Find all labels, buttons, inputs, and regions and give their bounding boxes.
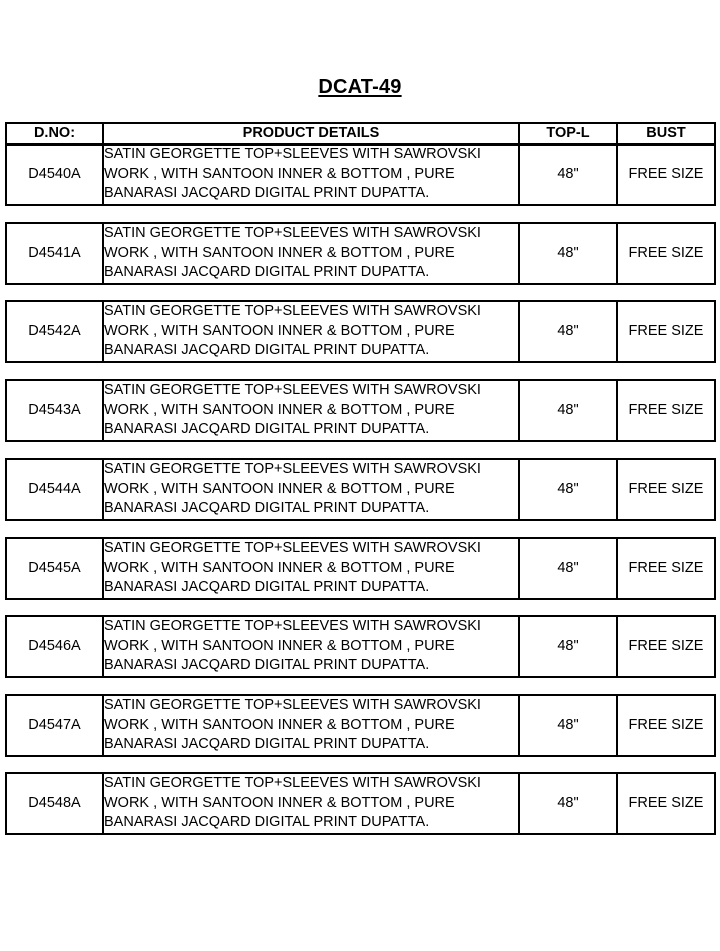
product-table: [5, 222, 716, 285]
details-line: BANARASI JACQARD DIGITAL PRINT DUPATTA.: [104, 342, 430, 358]
details-line: BANARASI JACQARD DIGITAL PRINT DUPATTA.: [104, 500, 430, 516]
details-line: WORK , WITH SANTOON INNER & BOTTOM , PURE: [104, 794, 455, 811]
table-row: [6, 144, 715, 205]
details-line: BANARASI JACQARD DIGITAL PRINT DUPATTA.: [104, 657, 430, 673]
product-details: [103, 538, 519, 599]
product-details: [103, 695, 519, 756]
table-row: [6, 223, 715, 284]
bust-size: FREE SIZE: [617, 144, 715, 205]
product-details: [103, 616, 519, 677]
details-line: SATIN GEORGETTE TOP+SLEEVES WITH SAWROVSKI: [104, 146, 481, 162]
table-row: [6, 773, 715, 834]
page-title-text: DCAT-49: [318, 76, 402, 98]
product-table: [5, 458, 716, 521]
top-length: 48": [519, 459, 617, 520]
header-dno: D.NO:: [6, 123, 103, 145]
top-length: 48": [519, 773, 617, 834]
top-length: 48": [519, 301, 617, 362]
table-row: [6, 459, 715, 520]
product-details: [103, 144, 519, 205]
product-details: [103, 301, 519, 362]
table-row: [6, 301, 715, 362]
table-row: [6, 538, 715, 599]
details-line: BANARASI JACQARD DIGITAL PRINT DUPATTA.: [104, 421, 430, 437]
header-bust: BUST: [617, 123, 715, 145]
page-title: [0, 76, 720, 99]
details-line: SATIN GEORGETTE TOP+SLEEVES WITH SAWROVSKI: [104, 697, 481, 713]
product-details: [103, 459, 519, 520]
product-details: [103, 380, 519, 441]
header-details: PRODUCT DETAILS: [103, 123, 519, 145]
top-length: 48": [519, 616, 617, 677]
details-line: SATIN GEORGETTE TOP+SLEEVES WITH SAWROVSKI: [104, 775, 481, 791]
details-line: SATIN GEORGETTE TOP+SLEEVES WITH SAWROVSKI: [104, 382, 481, 398]
details-line: SATIN GEORGETTE TOP+SLEEVES WITH SAWROVSKI: [104, 461, 481, 477]
table-row: [6, 380, 715, 441]
top-length: 48": [519, 223, 617, 284]
bust-size: FREE SIZE: [617, 223, 715, 284]
details-line: SATIN GEORGETTE TOP+SLEEVES WITH SAWROVSKI: [104, 540, 481, 556]
top-length: 48": [519, 695, 617, 756]
table-row: [6, 695, 715, 756]
header-table: [5, 122, 716, 146]
product-table: [5, 537, 716, 600]
details-line: SATIN GEORGETTE TOP+SLEEVES WITH SAWROVSKI: [104, 225, 481, 241]
details-line: WORK , WITH SANTOON INNER & BOTTOM , PURE: [104, 244, 455, 261]
top-length: 48": [519, 538, 617, 599]
product-table: [5, 772, 716, 835]
design-number: D4544A: [6, 459, 103, 520]
details-line: WORK , WITH SANTOON INNER & BOTTOM , PURE: [104, 716, 455, 733]
details-line: WORK , WITH SANTOON INNER & BOTTOM , PURE: [104, 559, 455, 576]
details-line: SATIN GEORGETTE TOP+SLEEVES WITH SAWROVSKI: [104, 303, 481, 319]
top-length: 48": [519, 380, 617, 441]
details-line: BANARASI JACQARD DIGITAL PRINT DUPATTA.: [104, 264, 430, 280]
details-line: WORK , WITH SANTOON INNER & BOTTOM , PURE: [104, 401, 455, 418]
details-line: BANARASI JACQARD DIGITAL PRINT DUPATTA.: [104, 185, 430, 201]
details-line: WORK , WITH SANTOON INNER & BOTTOM , PURE: [104, 480, 455, 497]
design-number: D4545A: [6, 538, 103, 599]
product-details: [103, 223, 519, 284]
bust-size: FREE SIZE: [617, 773, 715, 834]
bust-size: FREE SIZE: [617, 380, 715, 441]
design-number: D4541A: [6, 223, 103, 284]
design-number: D4542A: [6, 301, 103, 362]
details-line: BANARASI JACQARD DIGITAL PRINT DUPATTA.: [104, 814, 430, 830]
design-number: D4543A: [6, 380, 103, 441]
bust-size: FREE SIZE: [617, 459, 715, 520]
design-number: D4540A: [6, 144, 103, 205]
details-line: WORK , WITH SANTOON INNER & BOTTOM , PURE: [104, 322, 455, 339]
product-table: [5, 379, 716, 442]
header-row: [6, 123, 715, 145]
design-number: D4547A: [6, 695, 103, 756]
product-table: [5, 143, 716, 206]
product-table: [5, 300, 716, 363]
design-number: D4546A: [6, 616, 103, 677]
table-row: [6, 616, 715, 677]
details-line: BANARASI JACQARD DIGITAL PRINT DUPATTA.: [104, 579, 430, 595]
details-line: BANARASI JACQARD DIGITAL PRINT DUPATTA.: [104, 736, 430, 752]
bust-size: FREE SIZE: [617, 538, 715, 599]
product-table: [5, 615, 716, 678]
details-line: SATIN GEORGETTE TOP+SLEEVES WITH SAWROVSKI: [104, 618, 481, 634]
header-topl: TOP-L: [519, 123, 617, 145]
details-line: WORK , WITH SANTOON INNER & BOTTOM , PURE: [104, 637, 455, 654]
details-line: WORK , WITH SANTOON INNER & BOTTOM , PURE: [104, 165, 455, 182]
bust-size: FREE SIZE: [617, 616, 715, 677]
product-table: [5, 694, 716, 757]
product-details: [103, 773, 519, 834]
bust-size: FREE SIZE: [617, 301, 715, 362]
bust-size: FREE SIZE: [617, 695, 715, 756]
design-number: D4548A: [6, 773, 103, 834]
top-length: 48": [519, 144, 617, 205]
